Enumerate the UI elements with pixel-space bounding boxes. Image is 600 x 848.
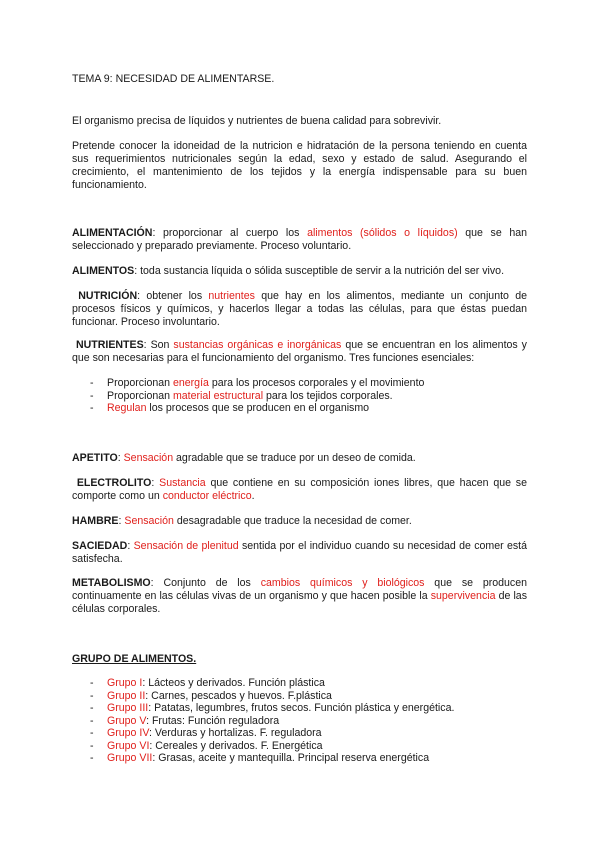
definition-metabolismo: METABOLISMO: Conjunto de los cambios químicos y biológicos que se producen continuamente en las células vivas de un organismo y que hacen posible la supervivencia de las células corporales. xyxy=(72,577,528,615)
highlight-sustancias: sustancias orgánicas e inorgánicas xyxy=(173,339,342,351)
definition-electrolito: ELECTROLITO: Sustancia que contiene en su composición iones libres, que hacen que se comporte como un conductor eléctrico. xyxy=(72,477,528,502)
definition-alimentos: ALIMENTOS: toda sustancia líquida o sólida susceptible de servir a la nutrición del ser vivo. xyxy=(72,265,505,277)
definition-saciedad: SACIEDAD: Sensación de plenitud sentida por el individuo cuando su necesidad de comer está satisfecha. xyxy=(72,540,527,565)
highlight-alimentos: alimentos (sólidos o líquidos) xyxy=(307,227,458,239)
list-item: - Grupo I: Lácteos y derivados. Función plástica xyxy=(90,677,325,689)
term-saciedad: SACIEDAD xyxy=(72,540,128,552)
list-item: - Regulan los procesos que se producen en el organismo xyxy=(90,402,370,414)
definition-alimentacion: ALIMENTACIÓN: proporcionar al cuerpo los alimentos (sólidos o líquidos) que se han seleccionado y preparado previamente. Proceso voluntario. xyxy=(72,227,528,252)
page-title: TEMA 9: NECESIDAD DE ALIMENTARSE. xyxy=(72,73,275,85)
definition-apetito: APETITO: Sensación agradable que se traduce por un deseo de comida. xyxy=(72,452,416,464)
list-item: - Proporcionan energía para los procesos corporales y el movimiento xyxy=(90,377,425,389)
term-nutrientes: NUTRIENTES xyxy=(75,339,144,351)
list-item: - Proporcionan material estructural para los tejidos corporales. xyxy=(90,389,393,402)
list-item: - Grupo III: Patatas, legumbres, frutos secos. Función plástica y energética. xyxy=(90,702,455,714)
term-alimentacion: ALIMENTACIÓN xyxy=(72,227,153,239)
term-nutricion: NUTRICIÓN xyxy=(78,290,138,302)
list-item: - Grupo VI: Cereales y derivados. F. Energética xyxy=(90,739,323,752)
term-electrolito: ELECTROLITO xyxy=(76,477,152,489)
term-metabolismo: METABOLISMO xyxy=(72,577,151,589)
term-alimentos: ALIMENTOS xyxy=(72,265,135,277)
term-apetito: APETITO xyxy=(72,452,118,464)
list-item: - Grupo VII: Grasas, aceite y mantequilla. Principal reserva energética xyxy=(90,752,430,764)
definition-hambre: HAMBRE: Sensación desagradable que traduce la necesidad de comer. xyxy=(72,515,412,527)
term-hambre: HAMBRE xyxy=(72,515,119,527)
definition-nutricion: NUTRICIÓN: obtener los nutrientes que hay en los alimentos, mediante un conjunto de procesos físicos y químicos, y hacerlos llegar a todas las células, para que éstas puedan funcionar. Proceso involuntario. xyxy=(72,290,527,328)
intro-paragraph-1: El organismo precisa de líquidos y nutrientes de buena calidad para sobrevivir. xyxy=(72,115,442,127)
list-item: - Grupo V: Frutas: Función reguladora xyxy=(90,714,280,727)
grupos-list xyxy=(90,677,520,765)
highlight-nutrientes: nutrientes xyxy=(208,290,255,302)
list-item: - Grupo II: Carnes, pescados y huevos. F.plástica xyxy=(90,689,332,702)
grupo-heading: GRUPO DE ALIMENTOS. xyxy=(72,653,197,665)
intro-paragraph-2: Pretende conocer la idoneidad de la nutricion e hidratación de la persona teniendo en cuenta sus requerimientos nutricionales según la edad, sexo y estado de salud. Asegurando el crecimiento, el mantenimiento de los tejidos y la energía indispensable para su buen funcionamiento. xyxy=(72,140,527,191)
funciones-list xyxy=(90,377,520,415)
definition-nutrientes: NUTRIENTES: Son sustancias orgánicas e inorgánicas que se encuentran en los alimentos y que son necesarias para el funcionamiento del organismo. Tres funciones esenciales: xyxy=(72,339,527,364)
list-item: - Grupo IV: Verduras y hortalizas. F. reguladora xyxy=(90,727,322,739)
